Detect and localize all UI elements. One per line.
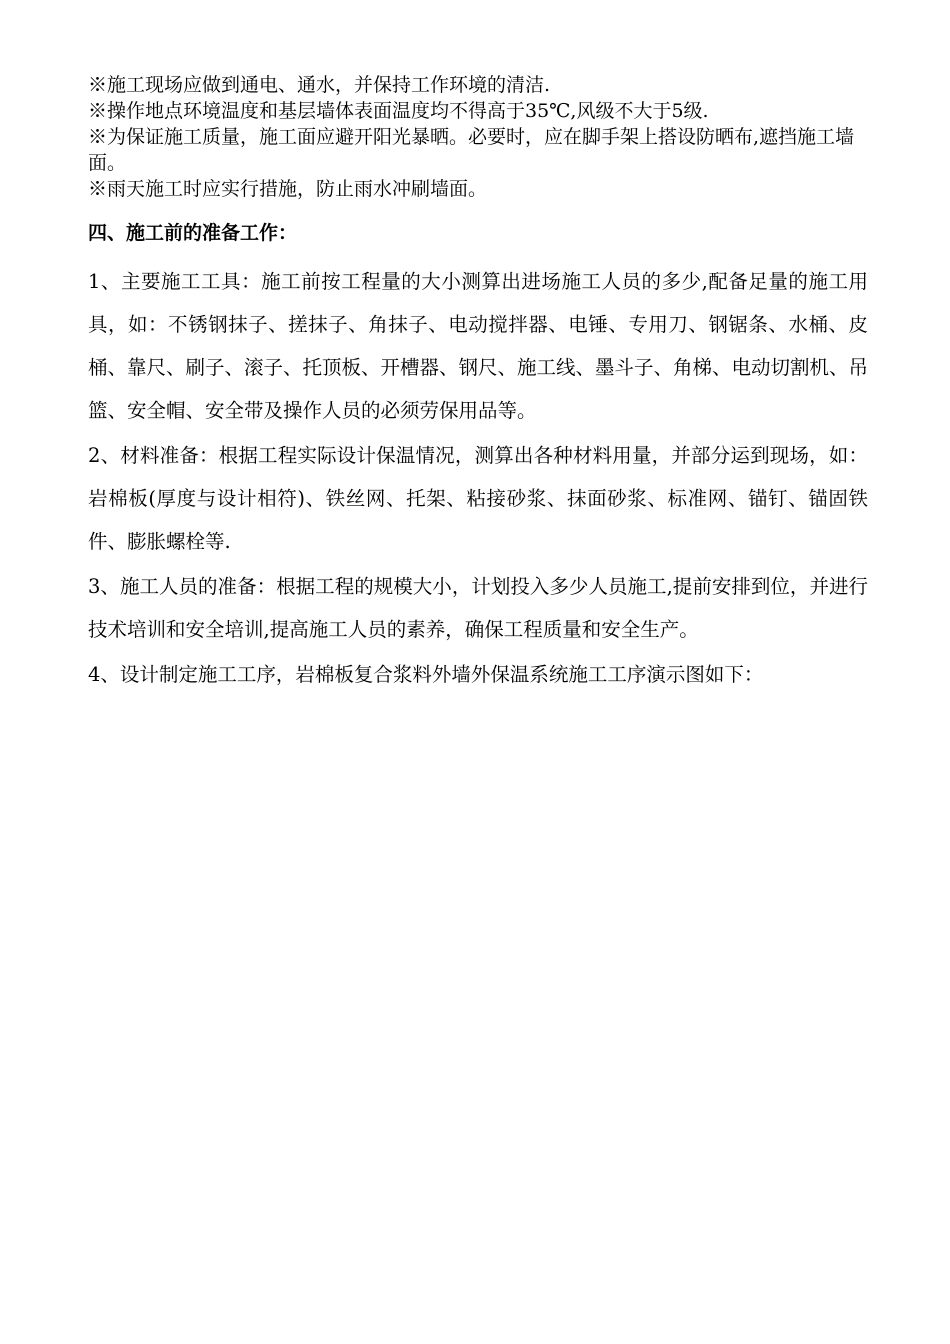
paragraph-tools: 1、主要施工工具：施工前按工程量的大小测算出进场施工人员的多少,配备足量的施工用具，如：不锈钢抹子、搓抹子、角抹子、电动搅拌器、电锤、专用刀、钢锯条、水桶、皮桶、靠尺、刷子、滚子、托顶板、开槽器、钢尺、施工线、墨斗子、角梯、电动切割机、吊篮、安全帽、安全带及操作人员的必须劳保用品等。 <box>88 270 869 422</box>
notes-block <box>88 72 868 202</box>
paragraph-personnel: 3、施工人员的准备：根据工程的规模大小，计划投入多少人员施工,提前安排到位，并进行技术培训和安全培训,提高施工人员的素养，确保工程质量和安全生产。 <box>88 575 868 641</box>
section-heading: 四、施工前的准备工作： <box>88 222 298 244</box>
note-line: ※雨天施工时应实行措施，防止雨水冲刷墙面。 <box>88 178 488 200</box>
document-page <box>88 72 868 698</box>
paragraph-materials: 2、材料准备：根据工程实际设计保温情况，测算出各种材料用量，并部分运到现场，如：岩棉板(厚度与设计相符)、铁丝网、托架、粘接砂浆、抹面砂浆、标准网、锚钉、锚固铁件、膨胀螺栓等. <box>88 444 868 553</box>
paragraphs-block <box>88 260 868 696</box>
note-line: ※施工现场应做到通电、通水，并保持工作环境的清洁. <box>88 74 551 96</box>
note-line: ※操作地点环境温度和基层墙体表面温度均不得高于35℃,风级不大于5级. <box>88 100 709 122</box>
note-line: ※为保证施工质量，施工面应避开阳光暴晒。必要时，应在脚手架上搭设防晒布,遮挡施工墙面。 <box>88 126 855 174</box>
paragraph-procedure: 4、设计制定施工工序，岩棉板复合浆料外墙外保温系统施工工序演示图如下： <box>88 663 764 686</box>
